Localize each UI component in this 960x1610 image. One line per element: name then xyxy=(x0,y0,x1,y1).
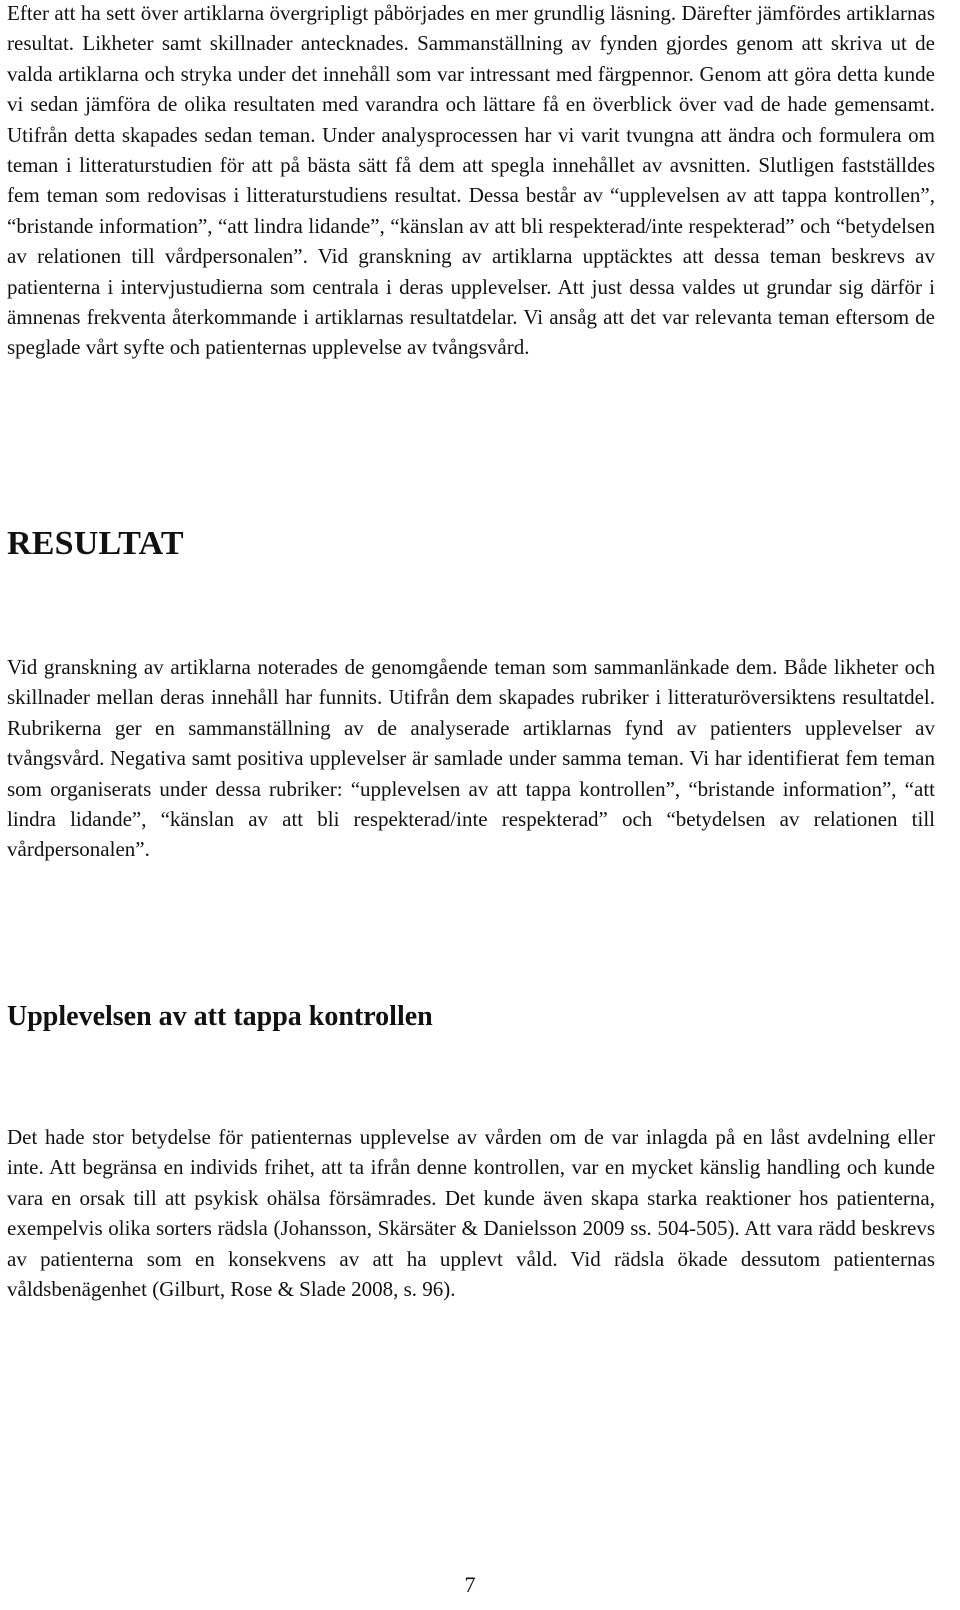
section-heading-resultat: RESULTAT xyxy=(7,525,184,562)
intro-paragraph: Efter att ha sett över artiklarna övergripligt påbörjades en mer grundlig läsning. Därefter jämfördes artiklarnas resultat. Likheter samt skillnader antecknades. Sammanställning av fynden gjordes genom att skriva ut de valda artiklarna och stryka under det innehåll som var intressant med färgpennor. Genom att göra detta kunde vi sedan jämföra de olika resultaten med varandra och lättare få en överblick över vad de hade gemensamt. Utifrån detta skapades sedan teman. Under analysprocessen har vi varit tvungna att ändra och formulera om teman i litteraturstudien för att på bästa sätt få dem att spegla innehållet av avsnitten. Slutligen fastställdes fem teman som redovisas i litteraturstudiens resultat. Dessa består av “upplevelsen av att tappa kontrollen”, “bristande information”, “att lindra lidande”, “känslan av att bli respekterad/inte respekterad” och “betydelsen av relationen till vårdpersonalen”. Vid granskning av artiklarna upptäcktes att dessa teman beskrevs av patienterna i intervjustudierna som centrala i deras upplevelser. Att just dessa valdes ut grundar sig därför i ämnenas frekventa återkommande i artiklarnas resultatdelar. Vi ansåg att det var relevanta teman eftersom de speglade vårt syfte och patienternas upplevelse av tvångsvård. xyxy=(7,1,935,360)
result-paragraph: Vid granskning av artiklarna noterades de genomgående teman som sammanlänkade dem. Både likheter och skillnader mellan deras innehåll har funnits. Utifrån dem skapades rubriker i litteraturöversiktens resultatdel. Rubrikerna ger en sammanställning av de analyserade artiklarnas fynd av patienters upplevelser av tvångsvård. Negativa samt positiva upplevelser är samlade under samma teman. Vi har identifierat fem teman som organiserats under dessa rubriker: “upplevelsen av att tappa kontrollen”, “bristande information”, “att lindra lidande”, “känslan av att bli respekterad/inte respekterad” och “betydelsen av relationen till vårdpersonalen”. xyxy=(7,655,935,862)
page-number: 7 xyxy=(464,1572,476,1597)
subsection-heading: Upplevelsen av att tappa kontrollen xyxy=(7,1001,433,1032)
subsection-paragraph: Det hade stor betydelse för patienternas upplevelse av vården om de var inlagda på en låst avdelning eller inte. Att begränsa en individs frihet, att ta ifrån denne kontrollen, var en mycket känslig handling och kunde vara en orsak till att psykisk ohälsa försämrades. Det kunde även skapa starka reaktioner hos patienterna, exempelvis olika sorters rädsla (Johansson, Skärsäter & Danielsson 2009 ss. 504-505). Att vara rädd beskrevs av patienterna som en konsekvens av att ha upplevt våld. Vid rädsla ökade dessutom patienternas våldsbenägenhet (Gilburt, Rose & Slade 2008, s. 96). xyxy=(7,1125,935,1302)
